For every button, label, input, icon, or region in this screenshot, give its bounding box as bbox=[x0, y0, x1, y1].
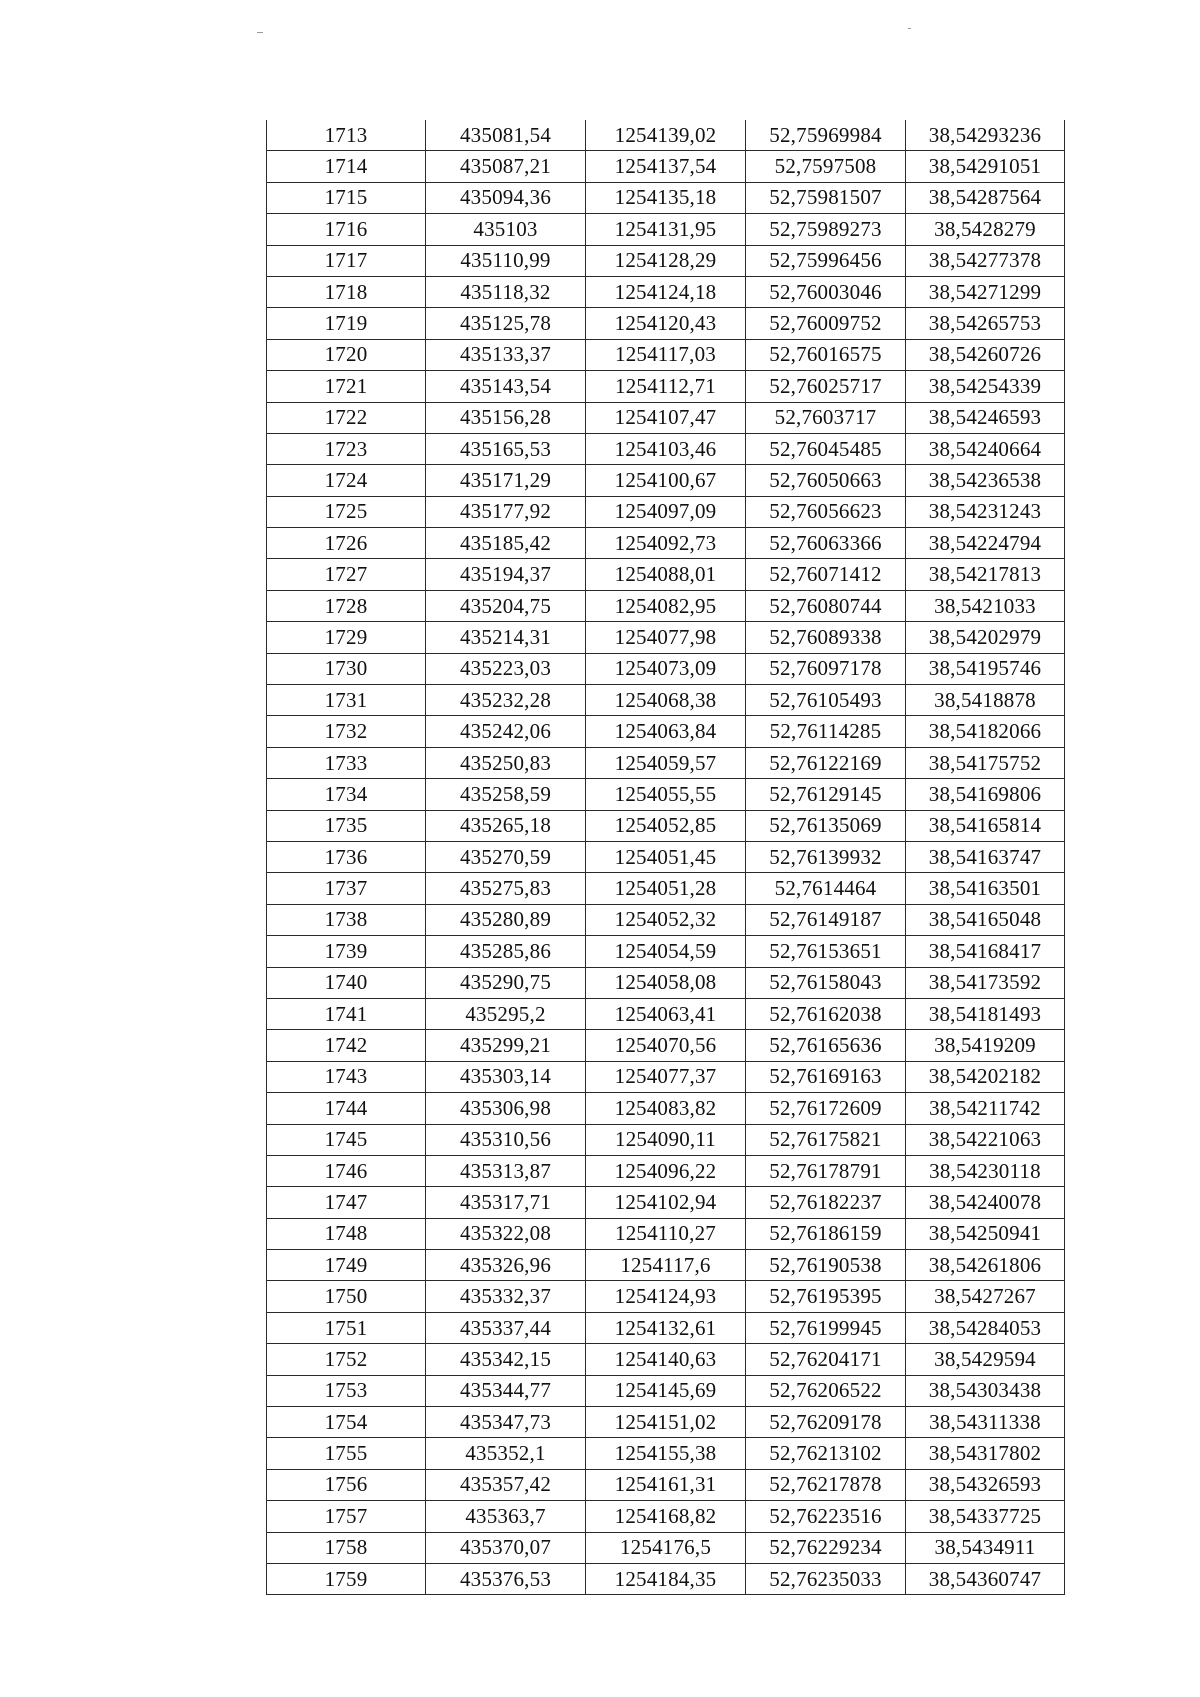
longitude-cell: 38,54173592 bbox=[906, 967, 1065, 998]
point-number-cell: 1722 bbox=[267, 402, 426, 433]
longitude-cell: 38,54202182 bbox=[906, 1061, 1065, 1092]
x-coordinate-cell: 435352,1 bbox=[426, 1438, 586, 1469]
longitude-cell: 38,5434911 bbox=[906, 1532, 1065, 1563]
table-row bbox=[267, 841, 1065, 872]
x-coordinate-cell: 435258,59 bbox=[426, 779, 586, 810]
x-coordinate-cell: 435125,78 bbox=[426, 308, 586, 339]
longitude-cell: 38,54230118 bbox=[906, 1155, 1065, 1186]
latitude-cell: 52,75989273 bbox=[746, 214, 906, 245]
x-coordinate-cell: 435313,87 bbox=[426, 1155, 586, 1186]
y-coordinate-cell: 1254117,6 bbox=[586, 1250, 746, 1281]
point-number-cell: 1748 bbox=[267, 1218, 426, 1249]
point-number-cell: 1746 bbox=[267, 1155, 426, 1186]
table-row bbox=[267, 967, 1065, 998]
latitude-cell: 52,76186159 bbox=[746, 1218, 906, 1249]
point-number-cell: 1741 bbox=[267, 998, 426, 1029]
longitude-cell: 38,54261806 bbox=[906, 1250, 1065, 1281]
y-coordinate-cell: 1254055,55 bbox=[586, 779, 746, 810]
table-row bbox=[267, 214, 1065, 245]
longitude-cell: 38,54337725 bbox=[906, 1501, 1065, 1532]
table-row bbox=[267, 402, 1065, 433]
point-number-cell: 1729 bbox=[267, 622, 426, 653]
y-coordinate-cell: 1254131,95 bbox=[586, 214, 746, 245]
x-coordinate-cell: 435118,32 bbox=[426, 276, 586, 307]
longitude-cell: 38,54217813 bbox=[906, 559, 1065, 590]
table-row bbox=[267, 1407, 1065, 1438]
y-coordinate-cell: 1254073,09 bbox=[586, 653, 746, 684]
longitude-cell: 38,5421033 bbox=[906, 590, 1065, 621]
coordinates-table-body bbox=[267, 120, 1065, 1595]
y-coordinate-cell: 1254137,54 bbox=[586, 151, 746, 182]
latitude-cell: 52,76162038 bbox=[746, 998, 906, 1029]
table-row bbox=[267, 685, 1065, 716]
longitude-cell: 38,54202979 bbox=[906, 622, 1065, 653]
latitude-cell: 52,76165636 bbox=[746, 1030, 906, 1061]
y-coordinate-cell: 1254077,98 bbox=[586, 622, 746, 653]
x-coordinate-cell: 435087,21 bbox=[426, 151, 586, 182]
point-number-cell: 1720 bbox=[267, 339, 426, 370]
x-coordinate-cell: 435250,83 bbox=[426, 747, 586, 778]
table-row bbox=[267, 182, 1065, 213]
latitude-cell: 52,7597508 bbox=[746, 151, 906, 182]
table-row bbox=[267, 747, 1065, 778]
y-coordinate-cell: 1254107,47 bbox=[586, 402, 746, 433]
latitude-cell: 52,76153651 bbox=[746, 936, 906, 967]
y-coordinate-cell: 1254103,46 bbox=[586, 433, 746, 464]
x-coordinate-cell: 435342,15 bbox=[426, 1344, 586, 1375]
x-coordinate-cell: 435094,36 bbox=[426, 182, 586, 213]
table-row bbox=[267, 810, 1065, 841]
latitude-cell: 52,76190538 bbox=[746, 1250, 906, 1281]
y-coordinate-cell: 1254128,29 bbox=[586, 245, 746, 276]
table-row bbox=[267, 496, 1065, 527]
longitude-cell: 38,54360747 bbox=[906, 1563, 1065, 1594]
scan-speck-top-right bbox=[908, 28, 911, 29]
latitude-cell: 52,76071412 bbox=[746, 559, 906, 590]
longitude-cell: 38,54291051 bbox=[906, 151, 1065, 182]
table-row bbox=[267, 936, 1065, 967]
table-row bbox=[267, 308, 1065, 339]
x-coordinate-cell: 435280,89 bbox=[426, 904, 586, 935]
longitude-cell: 38,54284053 bbox=[906, 1312, 1065, 1343]
latitude-cell: 52,7614464 bbox=[746, 873, 906, 904]
point-number-cell: 1747 bbox=[267, 1187, 426, 1218]
y-coordinate-cell: 1254145,69 bbox=[586, 1375, 746, 1406]
x-coordinate-cell: 435310,56 bbox=[426, 1124, 586, 1155]
table-row bbox=[267, 873, 1065, 904]
x-coordinate-cell: 435303,14 bbox=[426, 1061, 586, 1092]
y-coordinate-cell: 1254135,18 bbox=[586, 182, 746, 213]
longitude-cell: 38,54168417 bbox=[906, 936, 1065, 967]
point-number-cell: 1727 bbox=[267, 559, 426, 590]
point-number-cell: 1752 bbox=[267, 1344, 426, 1375]
table-row bbox=[267, 1187, 1065, 1218]
point-number-cell: 1755 bbox=[267, 1438, 426, 1469]
x-coordinate-cell: 435204,75 bbox=[426, 590, 586, 621]
latitude-cell: 52,76217878 bbox=[746, 1469, 906, 1500]
y-coordinate-cell: 1254051,45 bbox=[586, 841, 746, 872]
y-coordinate-cell: 1254096,22 bbox=[586, 1155, 746, 1186]
x-coordinate-cell: 435347,73 bbox=[426, 1407, 586, 1438]
table-row bbox=[267, 1312, 1065, 1343]
longitude-cell: 38,54231243 bbox=[906, 496, 1065, 527]
coordinates-table bbox=[266, 120, 1065, 1595]
y-coordinate-cell: 1254117,03 bbox=[586, 339, 746, 370]
y-coordinate-cell: 1254059,57 bbox=[586, 747, 746, 778]
y-coordinate-cell: 1254184,35 bbox=[586, 1563, 746, 1594]
longitude-cell: 38,54181493 bbox=[906, 998, 1065, 1029]
longitude-cell: 38,5418878 bbox=[906, 685, 1065, 716]
x-coordinate-cell: 435265,18 bbox=[426, 810, 586, 841]
table-row bbox=[267, 559, 1065, 590]
longitude-cell: 38,54165814 bbox=[906, 810, 1065, 841]
latitude-cell: 52,76114285 bbox=[746, 716, 906, 747]
y-coordinate-cell: 1254151,02 bbox=[586, 1407, 746, 1438]
point-number-cell: 1718 bbox=[267, 276, 426, 307]
x-coordinate-cell: 435185,42 bbox=[426, 528, 586, 559]
latitude-cell: 52,76016575 bbox=[746, 339, 906, 370]
longitude-cell: 38,54182066 bbox=[906, 716, 1065, 747]
point-number-cell: 1717 bbox=[267, 245, 426, 276]
table-row bbox=[267, 1218, 1065, 1249]
y-coordinate-cell: 1254102,94 bbox=[586, 1187, 746, 1218]
x-coordinate-cell: 435171,29 bbox=[426, 465, 586, 496]
table-row bbox=[267, 1061, 1065, 1092]
x-coordinate-cell: 435337,44 bbox=[426, 1312, 586, 1343]
latitude-cell: 52,76105493 bbox=[746, 685, 906, 716]
point-number-cell: 1744 bbox=[267, 1093, 426, 1124]
table-row bbox=[267, 998, 1065, 1029]
y-coordinate-cell: 1254058,08 bbox=[586, 967, 746, 998]
point-number-cell: 1728 bbox=[267, 590, 426, 621]
x-coordinate-cell: 435143,54 bbox=[426, 371, 586, 402]
point-number-cell: 1758 bbox=[267, 1532, 426, 1563]
longitude-cell: 38,54175752 bbox=[906, 747, 1065, 778]
table-row bbox=[267, 1030, 1065, 1061]
x-coordinate-cell: 435133,37 bbox=[426, 339, 586, 370]
point-number-cell: 1726 bbox=[267, 528, 426, 559]
longitude-cell: 38,54169806 bbox=[906, 779, 1065, 810]
point-number-cell: 1757 bbox=[267, 1501, 426, 1532]
table-row bbox=[267, 1344, 1065, 1375]
point-number-cell: 1756 bbox=[267, 1469, 426, 1500]
longitude-cell: 38,54163747 bbox=[906, 841, 1065, 872]
table-row bbox=[267, 1501, 1065, 1532]
latitude-cell: 52,75969984 bbox=[746, 120, 906, 151]
x-coordinate-cell: 435165,53 bbox=[426, 433, 586, 464]
table-row bbox=[267, 1469, 1065, 1500]
point-number-cell: 1723 bbox=[267, 433, 426, 464]
x-coordinate-cell: 435370,07 bbox=[426, 1532, 586, 1563]
point-number-cell: 1753 bbox=[267, 1375, 426, 1406]
x-coordinate-cell: 435363,7 bbox=[426, 1501, 586, 1532]
point-number-cell: 1739 bbox=[267, 936, 426, 967]
longitude-cell: 38,54317802 bbox=[906, 1438, 1065, 1469]
x-coordinate-cell: 435194,37 bbox=[426, 559, 586, 590]
y-coordinate-cell: 1254124,93 bbox=[586, 1281, 746, 1312]
point-number-cell: 1735 bbox=[267, 810, 426, 841]
x-coordinate-cell: 435110,99 bbox=[426, 245, 586, 276]
point-number-cell: 1743 bbox=[267, 1061, 426, 1092]
longitude-cell: 38,54311338 bbox=[906, 1407, 1065, 1438]
longitude-cell: 38,54240664 bbox=[906, 433, 1065, 464]
y-coordinate-cell: 1254155,38 bbox=[586, 1438, 746, 1469]
latitude-cell: 52,76129145 bbox=[746, 779, 906, 810]
point-number-cell: 1742 bbox=[267, 1030, 426, 1061]
x-coordinate-cell: 435177,92 bbox=[426, 496, 586, 527]
latitude-cell: 52,76089338 bbox=[746, 622, 906, 653]
x-coordinate-cell: 435285,86 bbox=[426, 936, 586, 967]
longitude-cell: 38,54195746 bbox=[906, 653, 1065, 684]
table-row bbox=[267, 1532, 1065, 1563]
longitude-cell: 38,54211742 bbox=[906, 1093, 1065, 1124]
latitude-cell: 52,76182237 bbox=[746, 1187, 906, 1218]
latitude-cell: 52,76235033 bbox=[746, 1563, 906, 1594]
x-coordinate-cell: 435275,83 bbox=[426, 873, 586, 904]
point-number-cell: 1714 bbox=[267, 151, 426, 182]
point-number-cell: 1734 bbox=[267, 779, 426, 810]
longitude-cell: 38,54265753 bbox=[906, 308, 1065, 339]
y-coordinate-cell: 1254063,41 bbox=[586, 998, 746, 1029]
y-coordinate-cell: 1254120,43 bbox=[586, 308, 746, 339]
latitude-cell: 52,76122169 bbox=[746, 747, 906, 778]
latitude-cell: 52,76003046 bbox=[746, 276, 906, 307]
longitude-cell: 38,54240078 bbox=[906, 1187, 1065, 1218]
latitude-cell: 52,76135069 bbox=[746, 810, 906, 841]
y-coordinate-cell: 1254052,85 bbox=[586, 810, 746, 841]
x-coordinate-cell: 435326,96 bbox=[426, 1250, 586, 1281]
y-coordinate-cell: 1254052,32 bbox=[586, 904, 746, 935]
x-coordinate-cell: 435081,54 bbox=[426, 120, 586, 151]
latitude-cell: 52,76178791 bbox=[746, 1155, 906, 1186]
latitude-cell: 52,76050663 bbox=[746, 465, 906, 496]
y-coordinate-cell: 1254054,59 bbox=[586, 936, 746, 967]
latitude-cell: 52,76213102 bbox=[746, 1438, 906, 1469]
latitude-cell: 52,76097178 bbox=[746, 653, 906, 684]
table-row bbox=[267, 622, 1065, 653]
y-coordinate-cell: 1254139,02 bbox=[586, 120, 746, 151]
y-coordinate-cell: 1254097,09 bbox=[586, 496, 746, 527]
point-number-cell: 1731 bbox=[267, 685, 426, 716]
longitude-cell: 38,54287564 bbox=[906, 182, 1065, 213]
y-coordinate-cell: 1254090,11 bbox=[586, 1124, 746, 1155]
table-row bbox=[267, 1155, 1065, 1186]
latitude-cell: 52,7603717 bbox=[746, 402, 906, 433]
longitude-cell: 38,54271299 bbox=[906, 276, 1065, 307]
latitude-cell: 52,76229234 bbox=[746, 1532, 906, 1563]
table-row bbox=[267, 371, 1065, 402]
table-row bbox=[267, 339, 1065, 370]
table-row bbox=[267, 276, 1065, 307]
latitude-cell: 52,76223516 bbox=[746, 1501, 906, 1532]
point-number-cell: 1724 bbox=[267, 465, 426, 496]
latitude-cell: 52,76199945 bbox=[746, 1312, 906, 1343]
table-row bbox=[267, 1124, 1065, 1155]
x-coordinate-cell: 435306,98 bbox=[426, 1093, 586, 1124]
point-number-cell: 1721 bbox=[267, 371, 426, 402]
latitude-cell: 52,76025717 bbox=[746, 371, 906, 402]
table-row bbox=[267, 779, 1065, 810]
longitude-cell: 38,54165048 bbox=[906, 904, 1065, 935]
table-row bbox=[267, 528, 1065, 559]
longitude-cell: 38,5428279 bbox=[906, 214, 1065, 245]
x-coordinate-cell: 435290,75 bbox=[426, 967, 586, 998]
point-number-cell: 1749 bbox=[267, 1250, 426, 1281]
table-row bbox=[267, 245, 1065, 276]
longitude-cell: 38,5427267 bbox=[906, 1281, 1065, 1312]
table-row bbox=[267, 1563, 1065, 1594]
point-number-cell: 1754 bbox=[267, 1407, 426, 1438]
point-number-cell: 1740 bbox=[267, 967, 426, 998]
latitude-cell: 52,76169163 bbox=[746, 1061, 906, 1092]
longitude-cell: 38,54293236 bbox=[906, 120, 1065, 151]
table-row bbox=[267, 1250, 1065, 1281]
y-coordinate-cell: 1254070,56 bbox=[586, 1030, 746, 1061]
y-coordinate-cell: 1254161,31 bbox=[586, 1469, 746, 1500]
x-coordinate-cell: 435332,37 bbox=[426, 1281, 586, 1312]
longitude-cell: 38,54236538 bbox=[906, 465, 1065, 496]
latitude-cell: 52,76149187 bbox=[746, 904, 906, 935]
table-row bbox=[267, 716, 1065, 747]
y-coordinate-cell: 1254100,67 bbox=[586, 465, 746, 496]
point-number-cell: 1738 bbox=[267, 904, 426, 935]
latitude-cell: 52,76139932 bbox=[746, 841, 906, 872]
table-row bbox=[267, 1093, 1065, 1124]
table-row bbox=[267, 120, 1065, 151]
y-coordinate-cell: 1254051,28 bbox=[586, 873, 746, 904]
latitude-cell: 52,75996456 bbox=[746, 245, 906, 276]
table-row bbox=[267, 151, 1065, 182]
y-coordinate-cell: 1254176,5 bbox=[586, 1532, 746, 1563]
x-coordinate-cell: 435232,28 bbox=[426, 685, 586, 716]
y-coordinate-cell: 1254088,01 bbox=[586, 559, 746, 590]
point-number-cell: 1751 bbox=[267, 1312, 426, 1343]
x-coordinate-cell: 435156,28 bbox=[426, 402, 586, 433]
scan-speck-top-left bbox=[257, 32, 263, 33]
point-number-cell: 1715 bbox=[267, 182, 426, 213]
point-number-cell: 1759 bbox=[267, 1563, 426, 1594]
y-coordinate-cell: 1254082,95 bbox=[586, 590, 746, 621]
table-row bbox=[267, 1281, 1065, 1312]
x-coordinate-cell: 435242,06 bbox=[426, 716, 586, 747]
y-coordinate-cell: 1254140,63 bbox=[586, 1344, 746, 1375]
x-coordinate-cell: 435322,08 bbox=[426, 1218, 586, 1249]
longitude-cell: 38,54221063 bbox=[906, 1124, 1065, 1155]
longitude-cell: 38,54250941 bbox=[906, 1218, 1065, 1249]
y-coordinate-cell: 1254112,71 bbox=[586, 371, 746, 402]
longitude-cell: 38,54277378 bbox=[906, 245, 1065, 276]
latitude-cell: 52,76204171 bbox=[746, 1344, 906, 1375]
latitude-cell: 52,76158043 bbox=[746, 967, 906, 998]
x-coordinate-cell: 435295,2 bbox=[426, 998, 586, 1029]
y-coordinate-cell: 1254132,61 bbox=[586, 1312, 746, 1343]
table-row bbox=[267, 1438, 1065, 1469]
table-row bbox=[267, 653, 1065, 684]
latitude-cell: 52,76209178 bbox=[746, 1407, 906, 1438]
point-number-cell: 1732 bbox=[267, 716, 426, 747]
point-number-cell: 1737 bbox=[267, 873, 426, 904]
point-number-cell: 1719 bbox=[267, 308, 426, 339]
y-coordinate-cell: 1254168,82 bbox=[586, 1501, 746, 1532]
longitude-cell: 38,5429594 bbox=[906, 1344, 1065, 1375]
latitude-cell: 52,76172609 bbox=[746, 1093, 906, 1124]
point-number-cell: 1730 bbox=[267, 653, 426, 684]
x-coordinate-cell: 435317,71 bbox=[426, 1187, 586, 1218]
latitude-cell: 52,76206522 bbox=[746, 1375, 906, 1406]
table-row bbox=[267, 590, 1065, 621]
point-number-cell: 1745 bbox=[267, 1124, 426, 1155]
latitude-cell: 52,76056623 bbox=[746, 496, 906, 527]
point-number-cell: 1733 bbox=[267, 747, 426, 778]
y-coordinate-cell: 1254124,18 bbox=[586, 276, 746, 307]
point-number-cell: 1725 bbox=[267, 496, 426, 527]
longitude-cell: 38,54326593 bbox=[906, 1469, 1065, 1500]
longitude-cell: 38,54254339 bbox=[906, 371, 1065, 402]
x-coordinate-cell: 435270,59 bbox=[426, 841, 586, 872]
point-number-cell: 1716 bbox=[267, 214, 426, 245]
latitude-cell: 52,75981507 bbox=[746, 182, 906, 213]
longitude-cell: 38,54163501 bbox=[906, 873, 1065, 904]
y-coordinate-cell: 1254077,37 bbox=[586, 1061, 746, 1092]
longitude-cell: 38,5419209 bbox=[906, 1030, 1065, 1061]
point-number-cell: 1750 bbox=[267, 1281, 426, 1312]
table-row bbox=[267, 1375, 1065, 1406]
latitude-cell: 52,76009752 bbox=[746, 308, 906, 339]
point-number-cell: 1736 bbox=[267, 841, 426, 872]
x-coordinate-cell: 435376,53 bbox=[426, 1563, 586, 1594]
x-coordinate-cell: 435357,42 bbox=[426, 1469, 586, 1500]
longitude-cell: 38,54246593 bbox=[906, 402, 1065, 433]
y-coordinate-cell: 1254063,84 bbox=[586, 716, 746, 747]
point-number-cell: 1713 bbox=[267, 120, 426, 151]
latitude-cell: 52,76195395 bbox=[746, 1281, 906, 1312]
x-coordinate-cell: 435299,21 bbox=[426, 1030, 586, 1061]
table-row bbox=[267, 904, 1065, 935]
y-coordinate-cell: 1254092,73 bbox=[586, 528, 746, 559]
latitude-cell: 52,76080744 bbox=[746, 590, 906, 621]
x-coordinate-cell: 435344,77 bbox=[426, 1375, 586, 1406]
longitude-cell: 38,54303438 bbox=[906, 1375, 1065, 1406]
y-coordinate-cell: 1254068,38 bbox=[586, 685, 746, 716]
latitude-cell: 52,76063366 bbox=[746, 528, 906, 559]
y-coordinate-cell: 1254110,27 bbox=[586, 1218, 746, 1249]
x-coordinate-cell: 435214,31 bbox=[426, 622, 586, 653]
x-coordinate-cell: 435223,03 bbox=[426, 653, 586, 684]
latitude-cell: 52,76175821 bbox=[746, 1124, 906, 1155]
table-row bbox=[267, 465, 1065, 496]
y-coordinate-cell: 1254083,82 bbox=[586, 1093, 746, 1124]
longitude-cell: 38,54260726 bbox=[906, 339, 1065, 370]
table-row bbox=[267, 433, 1065, 464]
x-coordinate-cell: 435103 bbox=[426, 214, 586, 245]
latitude-cell: 52,76045485 bbox=[746, 433, 906, 464]
longitude-cell: 38,54224794 bbox=[906, 528, 1065, 559]
